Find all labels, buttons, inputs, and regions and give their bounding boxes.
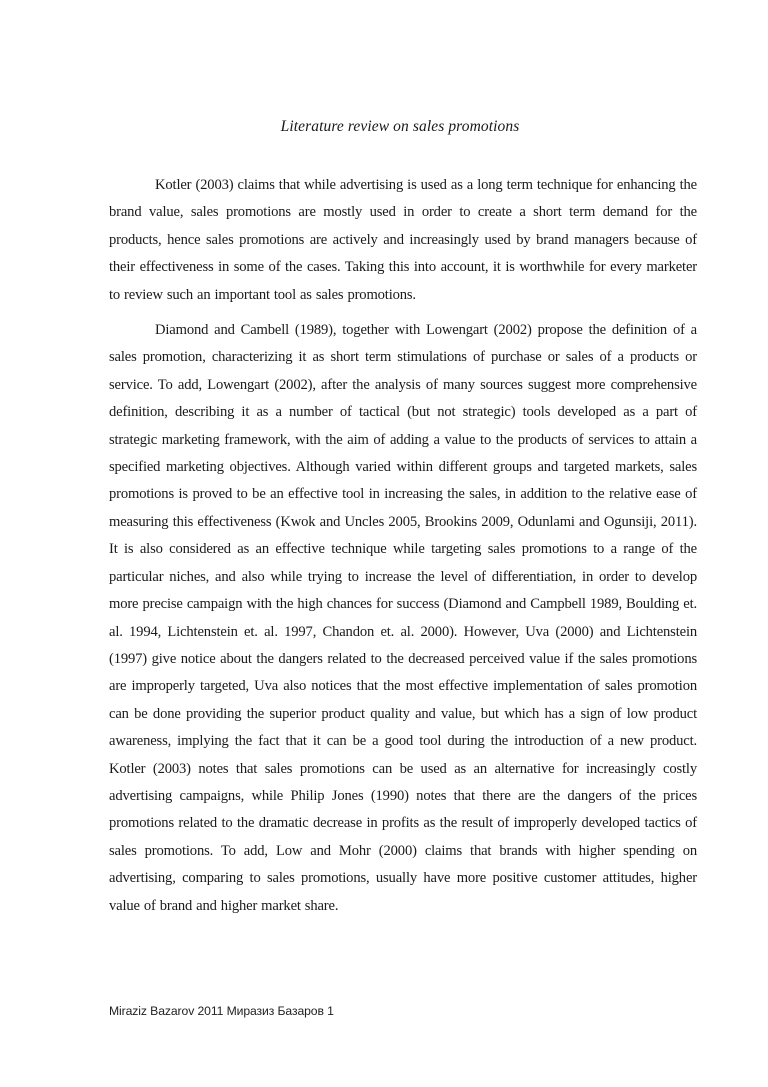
document-title: Literature review on sales promotions [280, 118, 520, 135]
paragraph: Kotler (2003) claims that while advertising is used as a long term technique for enhancing the brand value, sales promotions are mostly used in order to create a short term demand for the products, hence sales promotions are actively and increasingly used by brand managers because of their effectiveness in some of the cases. Taking this into account, it is worthwhile for every marketer to review such an important tool as sales promotions. [109, 177, 697, 303]
document-body [109, 172, 697, 920]
paragraph: Diamond and Cambell (1989), together with Lowengart (2002) propose the definition of a sales promotion, characterizing it as short term stimulations of purchase or sales of a products or service. To add, Lowengart (2002), after the analysis of many sources suggest more comprehensive definition, describing it as a number of tactical (but not strategic) tools developed as a part of strategic marketing framework, with the aim of adding a value to the products of services to attain a specified marketing objectives. Although varied within different groups and targeted markets, sales promotions is proved to be an effective tool in increasing the sales, in addition to the relative ease of measuring this effectiveness (Kwok and Uncles 2005, Brookins 2009, Odunlami and Ogunsiji, 2011). It is also considered as an effective technique while targeting sales promotions to a range of the particular niches, and also while trying to increase the level of differentiation, in order to develop more precise campaign with the high chances for success (Diamond and Campbell 1989, Boulding et. al. 1994, Lichtenstein et. al. 1997, Chandon et. al. 2000). However, Uva (2000) and Lichtenstein (1997) give notice about the dangers related to the decreased perceived value if the sales promotions are improperly targeted, Uva also notices that the most effective implementation of sales promotion can be done providing the superior product quality and value, but which has a sign of low product awareness, implying the fact that it can be a good tool during the introduction of a new product. Kotler (2003) notes that sales promotions can be used as an alternative for increasingly costly advertising campaigns, while Philip Jones (1990) notes that there are the dangers of the prices promotions related to the dramatic decrease in profits as the result of improperly developed tactics of sales promotions. To add, Low and Mohr (2000) claims that brands with higher spending on advertising, comparing to sales promotions, usually have more positive customer attitudes, higher value of brand and higher market share. [109, 322, 697, 914]
page-footer: Miraziz Bazarov 2011 Миразиз Базаров 1 [109, 1004, 334, 1018]
